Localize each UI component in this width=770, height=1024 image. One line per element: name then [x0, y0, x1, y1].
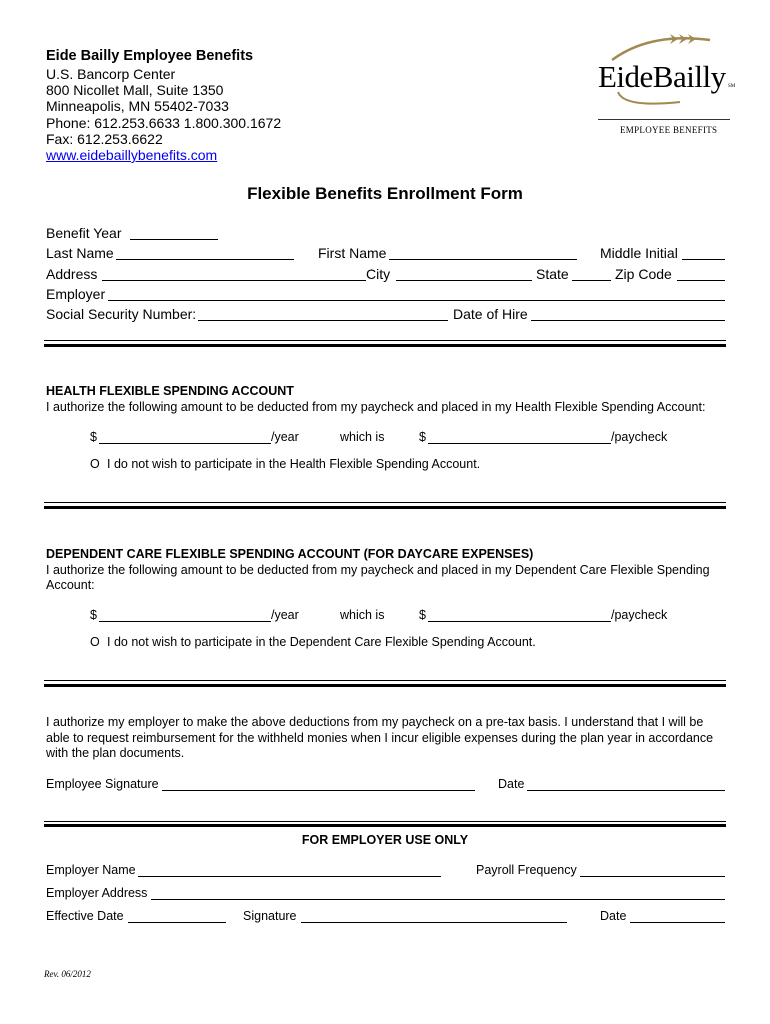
address-line: U.S. Bancorp Center	[46, 66, 176, 82]
address-line: Minneapolis, MN 55402-7033	[46, 98, 229, 114]
health-fsa-heading: HEALTH FLEXIBLE SPENDING ACCOUNT	[46, 384, 294, 398]
employer-name-label: Employer Name	[46, 863, 136, 877]
middle-initial-field[interactable]	[682, 259, 725, 260]
employer-address-label: Employer Address	[46, 886, 148, 900]
date-of-hire-field[interactable]	[531, 320, 725, 321]
website-link[interactable]: www.eidebaillybenefits.com	[46, 147, 218, 163]
section-divider	[44, 340, 726, 341]
last-name-label: Last Name	[46, 245, 114, 261]
section-divider	[44, 821, 726, 822]
fax-line: Fax: 612.253.6622	[46, 131, 163, 147]
section-divider	[44, 824, 726, 827]
payroll-frequency-label: Payroll Frequency	[476, 863, 577, 877]
first-name-label: First Name	[318, 245, 387, 261]
dependent-paycheck-amount-field[interactable]	[428, 621, 611, 622]
zip-label: Zip Code	[615, 266, 672, 282]
dollar-sign: $	[419, 608, 426, 622]
effective-date-field[interactable]	[128, 922, 226, 923]
employer-signature-field[interactable]	[301, 922, 567, 923]
health-paycheck-amount-field[interactable]	[428, 443, 611, 444]
state-label: State	[536, 266, 569, 282]
employee-date-label: Date	[498, 777, 525, 791]
section-divider	[44, 506, 726, 509]
zip-field[interactable]	[677, 280, 725, 281]
dependent-decline-label: I do not wish to participate in the Dependent Care Flexible Spending Account.	[107, 635, 536, 649]
eide-bailly-logo	[590, 32, 740, 142]
payroll-frequency-field[interactable]	[580, 876, 725, 877]
phone-line: Phone: 612.253.6633 1.800.300.1672	[46, 115, 282, 131]
city-field[interactable]	[396, 280, 532, 281]
which-is-label: which is	[340, 608, 385, 622]
per-paycheck-label: /paycheck	[611, 430, 668, 444]
employer-label: Employer	[46, 286, 106, 302]
dollar-sign: $	[419, 430, 426, 444]
which-is-label: which is	[340, 430, 385, 444]
dependent-fsa-heading: DEPENDENT CARE FLEXIBLE SPENDING ACCOUNT (FOR DAYCARE EXPENSES)	[46, 547, 534, 561]
address-field[interactable]	[102, 280, 366, 281]
authorization-text: I authorize my employer to make the above deductions from my paycheck on a pre-tax basis. I understand that I will be able to request reimbursement for the withheld monies when I incur eligible expenses during the plan year in accordance with the plan documents.	[46, 715, 714, 760]
effective-date-label: Effective Date	[46, 909, 124, 923]
health-decline-radio[interactable]: O	[90, 457, 100, 471]
logo-wordmark: EideBailly	[598, 59, 726, 94]
logo-sm: SM	[728, 84, 736, 89]
logo-tagline: EMPLOYEE BENEFITS	[620, 125, 718, 135]
benefit-year-label: Benefit Year	[46, 225, 122, 241]
employee-date-field[interactable]	[527, 790, 725, 791]
section-divider	[44, 344, 726, 347]
address-line: 800 Nicollet Mall, Suite 1350	[46, 82, 224, 98]
date-of-hire-label: Date of Hire	[453, 306, 528, 322]
dollar-sign: $	[90, 430, 97, 444]
ssn-field[interactable]	[198, 320, 448, 321]
health-fsa-authorize: I authorize the following amount to be deducted from my paycheck and placed in my Health Flexible Spending Account:	[46, 400, 706, 414]
dollar-sign: $	[90, 608, 97, 622]
section-divider	[44, 680, 726, 681]
state-field[interactable]	[572, 280, 611, 281]
address-label: Address	[46, 266, 98, 282]
employer-date-field[interactable]	[630, 922, 725, 923]
section-divider	[44, 502, 726, 503]
employer-address-field[interactable]	[151, 899, 725, 900]
middle-initial-label: Middle Initial	[600, 245, 678, 261]
city-label: City	[366, 266, 391, 282]
health-decline-label: I do not wish to participate in the Health Flexible Spending Account.	[107, 457, 481, 471]
per-year-label: /year	[271, 430, 299, 444]
ssn-label: Social Security Number:	[46, 306, 197, 322]
employer-signature-label: Signature	[243, 909, 297, 923]
first-name-field[interactable]	[389, 259, 577, 260]
dependent-fsa-authorize: I authorize the following amount to be deducted from my paycheck and placed in my Dependent Care Flexible Spending	[46, 563, 710, 577]
dependent-fsa-authorize-cont: Account:	[46, 578, 95, 592]
per-paycheck-label: /paycheck	[611, 608, 668, 622]
dependent-annual-amount-field[interactable]	[99, 621, 271, 622]
last-name-field[interactable]	[116, 259, 294, 260]
per-year-label: /year	[271, 608, 299, 622]
dependent-decline-radio[interactable]: O	[90, 635, 100, 649]
section-divider	[44, 684, 726, 687]
company-name: Eide Bailly Employee Benefits	[46, 48, 254, 64]
employer-name-field[interactable]	[138, 876, 441, 877]
employee-signature-label: Employee Signature	[46, 777, 159, 791]
employer-field[interactable]	[108, 300, 725, 301]
employer-date-label: Date	[600, 909, 627, 923]
benefit-year-field[interactable]	[130, 239, 218, 240]
employer-use-heading: FOR EMPLOYER USE ONLY	[301, 833, 469, 847]
form-title: Flexible Benefits Enrollment Form	[247, 184, 523, 203]
health-annual-amount-field[interactable]	[99, 443, 271, 444]
logo-divider	[598, 119, 730, 120]
revision-note: Rev. 06/2012	[44, 969, 91, 979]
employee-signature-field[interactable]	[162, 790, 475, 791]
